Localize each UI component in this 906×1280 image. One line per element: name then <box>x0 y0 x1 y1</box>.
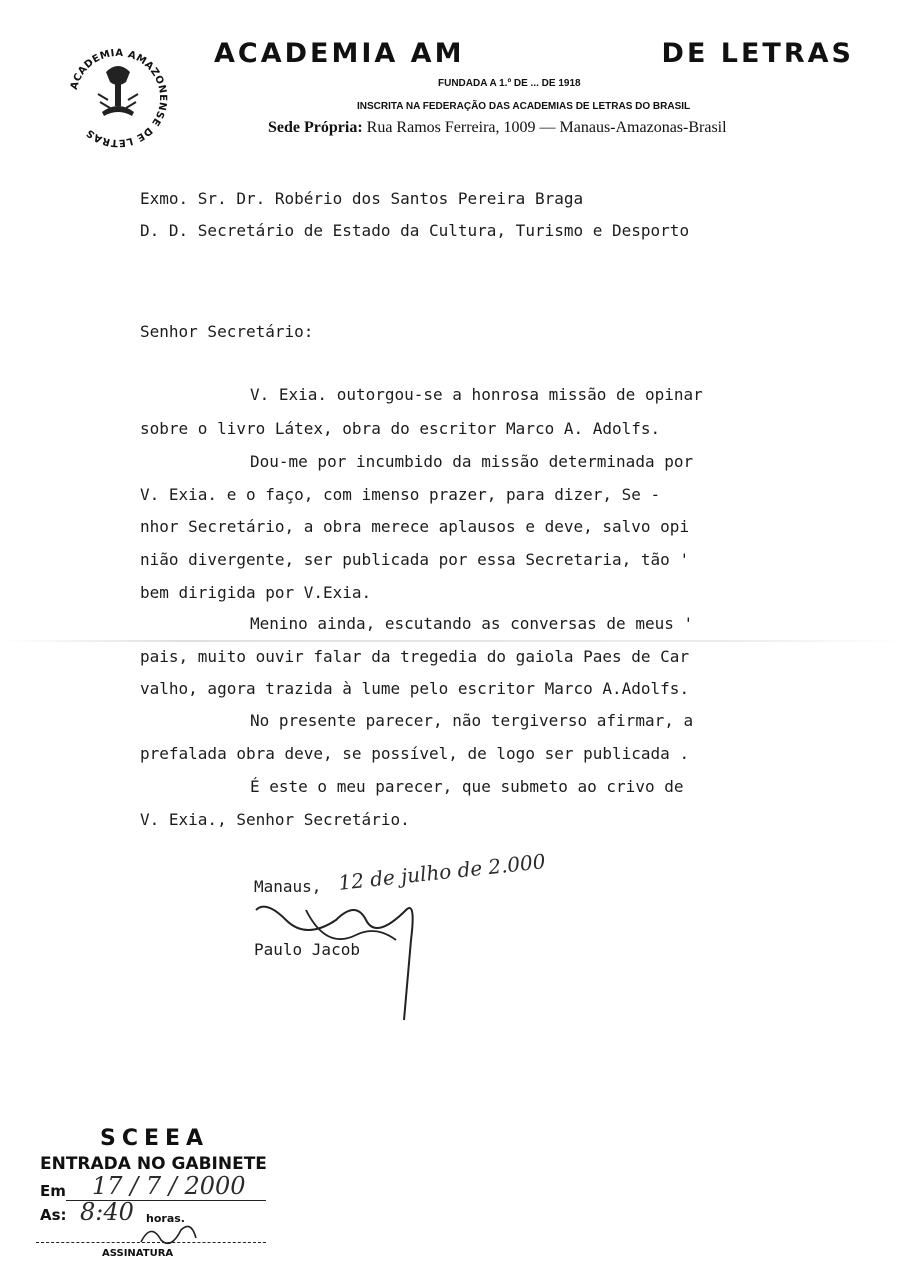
addressee-line-1: Exmo. Sr. Dr. Robério dos Santos Pereira Braga <box>140 189 584 208</box>
stamp-signature-label: ASSINATURA <box>102 1248 174 1259</box>
svg-text:ACADEMIA AMAZONENSE DE LETRAS: ACADEMIA AMAZONENSE DE LETRAS <box>68 47 169 149</box>
stamp-entry: ENTRADA NO GABINETE <box>40 1154 267 1174</box>
body-line: Menino ainda, escutando as conversas de meus ' <box>250 614 694 633</box>
seat-label: Sede Própria: <box>268 119 363 136</box>
body-line: Dou-me por incumbido da missão determinada por <box>250 452 694 471</box>
body-line: nhor Secretário, a obra merece aplausos e deve, salvo opi <box>140 517 690 536</box>
body-line: bem dirigida por V.Exia. <box>140 583 372 602</box>
body-line: valho, agora trazida à lume pelo escritor Marco A.Adolfs. <box>140 679 690 698</box>
academy-seal-icon <box>62 42 174 154</box>
seat-address: Rua Ramos Ferreira, 1009 — Manaus-Amazonas-Brasil <box>366 119 727 136</box>
stamp-initials-icon <box>136 1220 206 1250</box>
signatory-name: Paulo Jacob <box>254 940 360 959</box>
place-label: Manaus, <box>254 877 322 896</box>
body-line: nião divergente, ser publicada por essa Secretaria, tão ' <box>140 550 690 569</box>
stamp-date-label: Em <box>40 1182 66 1200</box>
federation-line: INSCRITA NA FEDERAÇÃO DAS ACADEMIAS DE LETRAS DO BRASIL <box>357 101 691 112</box>
body-line: pais, muito ouvir falar da tregedia do gaiola Paes de Car <box>140 647 690 666</box>
seat-address-line <box>268 119 727 137</box>
letterhead-title-right: DE LETRAS <box>661 38 854 69</box>
stamp-time-label: As: <box>40 1206 67 1224</box>
addressee-line-2: D. D. Secretário de Estado da Cultura, Turismo e Desporto <box>140 221 690 240</box>
body-line: É este o meu parecer, que submeto ao crivo de <box>250 777 684 796</box>
paper-fold-line <box>0 640 906 642</box>
body-line: V. Exia. outorgou-se a honrosa missão de opinar <box>250 385 703 404</box>
salutation: Senhor Secretário: <box>140 322 314 341</box>
reception-stamp <box>36 1120 286 1270</box>
handwritten-date: 12 de julho de 2.000 <box>337 849 547 895</box>
stamp-org: SCEEA <box>100 1126 210 1151</box>
body-line: sobre o livro Látex, obra do escritor Marco A. Adolfs. <box>140 419 661 438</box>
body-line: V. Exia. e o faço, com imenso prazer, para dizer, Se - <box>140 485 661 504</box>
letterhead-title-left: ACADEMIA AM <box>214 38 465 69</box>
letterhead-title <box>214 38 854 69</box>
stamp-time-value: 8:40 <box>80 1198 134 1226</box>
stamp-date-value: 17 / 7 / 2000 <box>92 1172 246 1200</box>
founded-line: FUNDADA A 1.º DE ... DE 1918 <box>438 78 581 89</box>
stamp-hours-label: horas. <box>146 1212 185 1225</box>
body-line: V. Exia., Senhor Secretário. <box>140 810 410 829</box>
body-line: prefalada obra deve, se possível, de logo ser publicada . <box>140 744 690 763</box>
body-line: No presente parecer, não tergiverso afirmar, a <box>250 711 694 730</box>
